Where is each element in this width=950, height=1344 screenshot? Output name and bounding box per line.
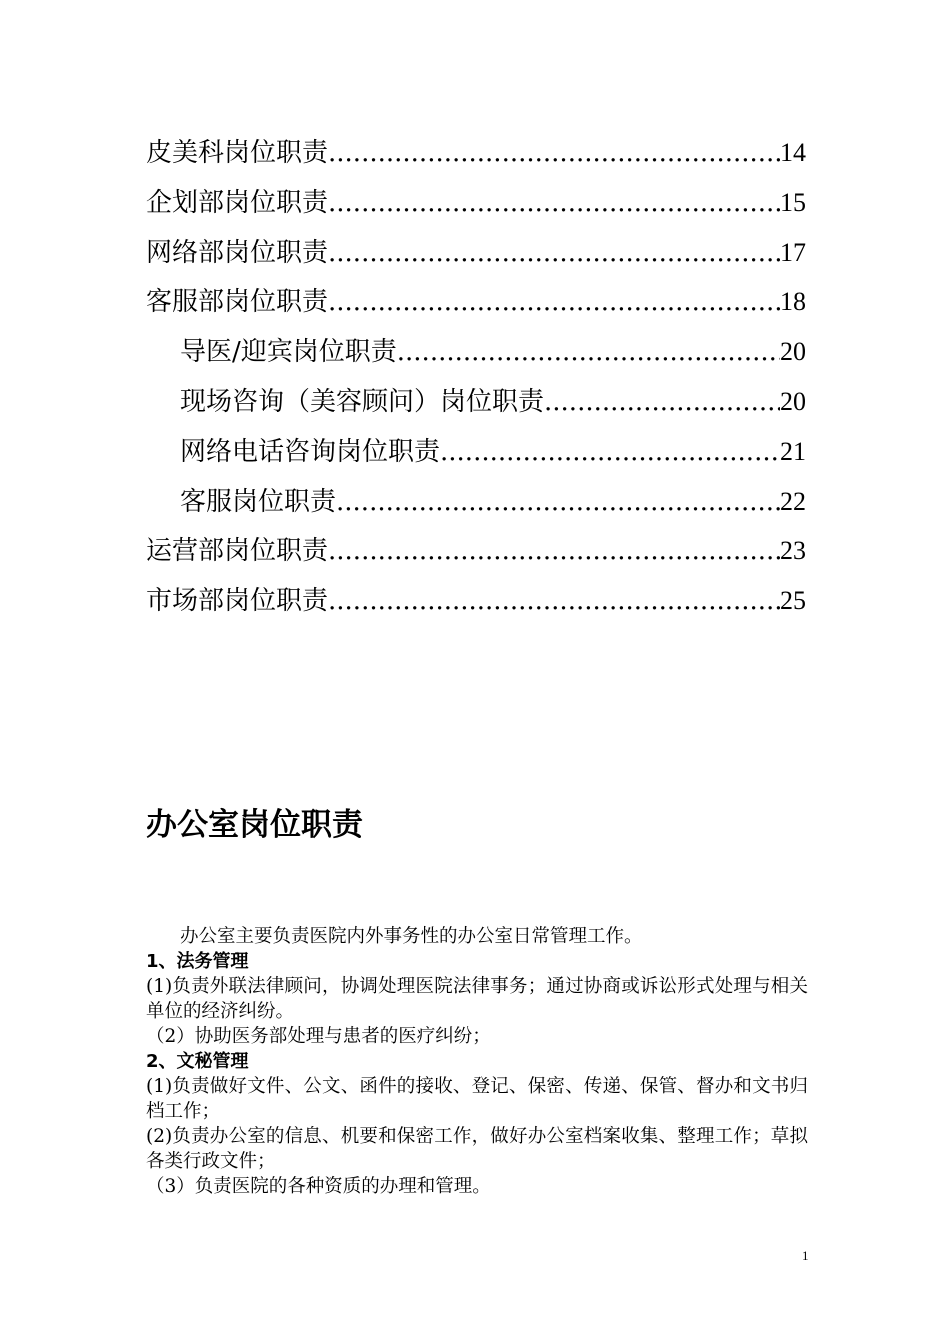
toc-leader-dots [440,428,780,477]
toc-entry[interactable] [146,228,806,278]
toc-entry[interactable] [146,427,806,477]
toc-entry-title: 市场部岗位职责 [146,586,329,617]
toc-entry[interactable] [146,377,806,427]
secretarial-item: (2)负责办公室的信息、机要和保密工作，做好办公室档案收集、整理工作；草拟各类行政文件； [146,1126,808,1172]
secretarial-item: （3）负责医院的各种资质的办理和管理。 [146,1176,491,1197]
toc-entry-page: 25 [780,586,806,616]
toc-entry[interactable] [146,178,806,228]
toc-leader-dots [336,478,780,527]
legal-item: （2）协助医务部处理与患者的医疗纠纷； [146,1026,491,1047]
toc-leader-dots [544,378,780,427]
toc-leader-dots [328,179,780,228]
toc-entry-title: 运营部岗位职责 [146,536,329,567]
toc-entry[interactable] [146,327,806,377]
toc-entry-title: 网络电话咨询岗位职责 [180,436,441,467]
secretarial-item: (1)负责做好文件、公文、函件的接收、登记、保密、传递、保管、督办和文书归档工作； [146,1076,808,1122]
table-of-contents [146,128,806,626]
legal-heading: 1、法务管理 [146,951,249,972]
toc-entry-page: 21 [780,436,806,466]
toc-entry[interactable] [146,477,806,527]
toc-entry-page: 20 [780,386,806,416]
intro-paragraph: 办公室主要负责医院内外事务性的办公室日常管理工作。 [180,926,643,947]
toc-entry-page: 20 [780,337,806,367]
toc-entry-page: 23 [780,536,806,566]
toc-entry-page: 14 [780,138,806,167]
toc-entry-page: 15 [780,187,806,217]
toc-entry[interactable] [146,576,806,626]
toc-entry-page: 22 [780,486,806,516]
toc-leader-dots [328,278,780,327]
toc-leader-dots [328,527,780,576]
toc-entry-title: 皮美科岗位职责 [146,138,329,168]
toc-entry-page: 18 [780,287,806,317]
toc-entry[interactable] [146,128,806,178]
toc-leader-dots [397,328,780,377]
legal-item: (1)负责外联法律顾问，协调处理医院法律事务；通过协商或诉讼形式处理与相关单位的经济纠纷。 [146,976,808,1022]
section-body [146,924,808,1199]
page-number: 1 [802,1248,809,1263]
toc-entry-title: 客服部岗位职责 [146,287,329,318]
toc-leader-dots [328,577,780,626]
toc-entry-title: 导医/迎宾岗位职责 [180,337,397,368]
toc-leader-dots [328,229,780,278]
toc-entry-page: 17 [780,237,806,267]
toc-entry-title: 客服岗位职责 [180,486,337,517]
toc-leader-dots [328,129,780,178]
toc-entry[interactable] [146,526,806,576]
secretarial-heading: 2、文秘管理 [146,1051,249,1072]
toc-entry[interactable] [146,277,806,327]
section-heading: 办公室岗位职责 [146,807,363,843]
toc-entry-title: 现场咨询（美容顾问）岗位职责 [180,386,545,417]
toc-entry-title: 网络部岗位职责 [146,237,329,268]
toc-entry-title: 企划部岗位职责 [146,187,329,218]
